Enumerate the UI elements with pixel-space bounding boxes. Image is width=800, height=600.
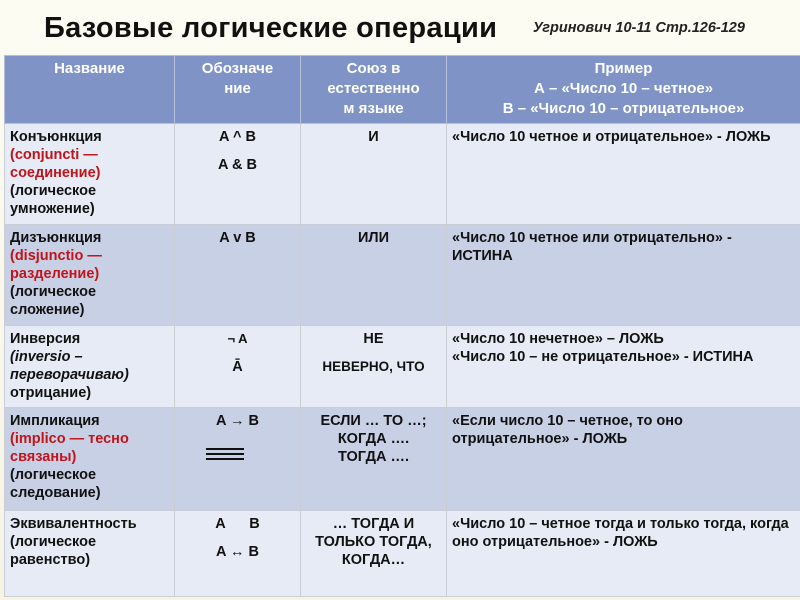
notation-1: A B bbox=[215, 516, 260, 532]
operation-name: Эквивалентность bbox=[10, 516, 137, 532]
column-header-conjunction-line-3: м языке bbox=[343, 100, 404, 117]
conjunction-word-1: ЕСЛИ … ТО …; bbox=[320, 413, 427, 429]
operation-alt-name: (логическое сложение) bbox=[10, 284, 97, 318]
column-header-conjunction-line-1: Союз в bbox=[346, 60, 401, 77]
operation-latin: (conjuncti — соединение) bbox=[10, 147, 101, 181]
row-notation-cell bbox=[175, 408, 301, 511]
notation-1: A v B bbox=[219, 230, 256, 246]
conjunction-word: И bbox=[368, 129, 379, 145]
operation-name: Инверсия bbox=[10, 331, 81, 347]
table-row-conjunction bbox=[5, 124, 800, 225]
example-text: «Если число 10 – четное, то оно отрицательное» - ЛОЖЬ bbox=[452, 413, 683, 447]
notation-1: ¬ A bbox=[227, 331, 248, 346]
conjunction-word-3: ТОГДА …. bbox=[338, 449, 409, 465]
row-example-cell bbox=[447, 511, 800, 597]
column-header-example-line-2: А – «Число 10 – четное» bbox=[533, 80, 714, 97]
textbook-reference: Угринович 10-11 Стр.126-129 bbox=[533, 20, 745, 36]
conjunction-word-2: НЕВЕРНО, ЧТО bbox=[322, 359, 425, 374]
example-text: «Число 10 четное или отрицательно» - ИСТИНА bbox=[452, 230, 732, 264]
table-row-inversion bbox=[5, 326, 800, 408]
operation-alt-name: (логическое умножение) bbox=[10, 183, 97, 217]
operation-alt-name: отрицание) bbox=[10, 385, 92, 401]
row-notation-cell bbox=[175, 124, 301, 225]
notation-1: A → B bbox=[216, 413, 259, 429]
row-name-cell bbox=[5, 124, 175, 225]
notation-2: Ā bbox=[232, 359, 243, 375]
operation-name: Конъюнкция bbox=[10, 129, 102, 145]
operation-name: Дизъюнкция bbox=[10, 230, 102, 246]
row-notation-cell bbox=[175, 511, 301, 597]
example-text-2: «Число 10 – не отрицательное» - ИСТИНА bbox=[452, 349, 754, 365]
table-row-equivalence bbox=[5, 511, 800, 597]
column-header-example-line-1: Пример bbox=[594, 60, 653, 77]
table-header-row bbox=[5, 56, 800, 124]
row-conjunction-cell bbox=[301, 124, 447, 225]
row-name-cell bbox=[5, 225, 175, 326]
row-conjunction-cell bbox=[301, 511, 447, 597]
column-header-name bbox=[5, 56, 175, 124]
notation-2: A & B bbox=[218, 157, 257, 173]
row-example-cell bbox=[447, 124, 800, 225]
row-notation-cell bbox=[175, 326, 301, 408]
column-header-notation-line-2: ние bbox=[224, 80, 251, 97]
row-conjunction-cell bbox=[301, 225, 447, 326]
conjunction-word: … ТОГДА И ТОЛЬКО ТОГДА, КОГДА… bbox=[315, 516, 432, 568]
operation-name: Импликация bbox=[10, 413, 100, 429]
operation-latin bbox=[10, 348, 169, 384]
column-header-name-text: Название bbox=[54, 60, 125, 77]
row-example-cell bbox=[447, 326, 800, 408]
row-example-cell bbox=[447, 225, 800, 326]
column-header-example bbox=[447, 56, 800, 124]
example-text: «Число 10 – четное тогда и только тогда, когда оно отрицательное» - ЛОЖЬ bbox=[452, 516, 789, 550]
column-header-conjunction-line-2: естественно bbox=[327, 80, 420, 97]
operation-alt-name: (логическое следование) bbox=[10, 467, 101, 501]
operation-alt-name: (логическое равенство) bbox=[10, 534, 97, 568]
table-row-implication bbox=[5, 408, 800, 511]
row-conjunction-cell bbox=[301, 408, 447, 511]
conjunction-word-1: НЕ bbox=[363, 331, 384, 347]
column-header-conjunction bbox=[301, 56, 447, 124]
page-title: Базовые логические операции bbox=[44, 12, 498, 44]
operation-latin: (implico — тесно связаны) bbox=[10, 431, 129, 465]
operation-latin: (disjunctio — разделение) bbox=[10, 248, 102, 282]
row-name-cell bbox=[5, 511, 175, 597]
equivalence-triple-bar-icon bbox=[206, 448, 244, 460]
logic-operations-table bbox=[4, 55, 800, 597]
example-text-1: «Число 10 нечетное» – ЛОЖЬ bbox=[452, 331, 664, 347]
conjunction-word-2: КОГДА …. bbox=[337, 431, 410, 447]
column-header-notation bbox=[175, 56, 301, 124]
example-text: «Число 10 четное и отрицательное» - ЛОЖЬ bbox=[452, 129, 771, 145]
table-row-disjunction bbox=[5, 225, 800, 326]
conjunction-word: ИЛИ bbox=[357, 230, 390, 246]
column-header-notation-line-1: Обозначе bbox=[201, 60, 274, 77]
row-example-cell bbox=[447, 408, 800, 511]
column-header-example-line-3: В – «Число 10 – отрицательное» bbox=[502, 100, 745, 117]
row-conjunction-cell bbox=[301, 326, 447, 408]
notation-2: A ↔ B bbox=[216, 544, 259, 560]
row-name-cell bbox=[5, 326, 175, 408]
operation-latin-text: (inversio – переворачиваю) bbox=[10, 349, 129, 383]
row-notation-cell bbox=[175, 225, 301, 326]
notation-1: A ^ B bbox=[219, 129, 256, 145]
row-name-cell bbox=[5, 408, 175, 511]
